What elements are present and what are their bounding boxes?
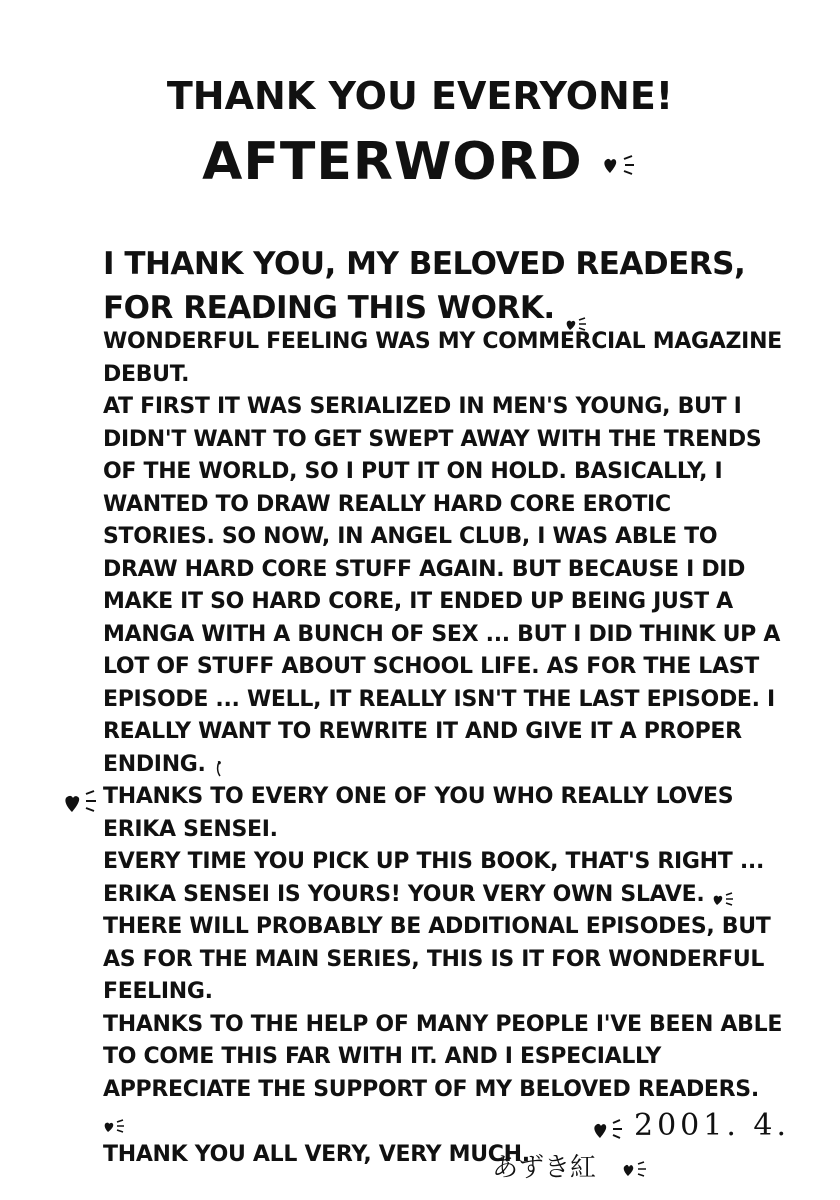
paragraph-debut: WONDERFUL FEELING WAS MY COMMERCIAL MAGAZINE DEBUT.: [103, 329, 782, 387]
heart-icon: [622, 1158, 650, 1180]
heart-icon: [62, 786, 100, 816]
intro-line-1: I THANK YOU, MY BELOVED READERS,: [103, 246, 746, 282]
droplet-icon: [213, 756, 237, 774]
paragraph-closing: THANK YOU ALL VERY, VERY MUCH.: [103, 1141, 530, 1167]
heart-icon: [592, 1116, 628, 1142]
heart-icon: [712, 886, 736, 904]
afterword-body: [103, 326, 783, 1171]
paragraph-slave-text: EVERY TIME YOU PICK UP THIS BOOK, THAT'S RIGHT ... ERIKA SENSEI IS YOURS! YOUR VERY OWN SLAVE.: [103, 849, 765, 907]
paragraph-episodes: THERE WILL PROBABLY BE ADDITIONAL EPISODES, BUT AS FOR THE MAIN SERIES, THIS IS IT FOR WONDERFUL FEELING.: [103, 914, 771, 1004]
paragraph-appreciation-text: THANKS TO THE HELP OF MANY PEOPLE I'VE BEEN ABLE TO COME THIS FAR WITH IT. AND I ESPECIALLY APPRECIATE THE SUPPORT OF MY BELOVED READERS.: [103, 1011, 783, 1102]
paragraph-slave: [103, 846, 783, 911]
paragraph-history-text: AT FIRST IT WAS SERIALIZED IN MEN'S YOUNG, BUT I DIDN'T WANT TO GET SWEPT AWAY WITH THE TRENDS OF THE WORLD, SO I PUT IT ON HOLD. BASICALLY, I WANTED TO DRAW REALLY HARD CORE EROTIC STORIES. SO NOW, IN ANGEL CLUB, I WAS ABLE TO DRAW HARD CORE STUFF AGAIN. BUT BECAUSE I DID MAKE IT SO HARD CORE, IT ENDED UP BEING JUST A MANGA WITH A BUNCH OF SEX ... BUT I DID THINK UP A LOT OF STUFF ABOUT SCHOOL LIFE. AS FOR THE LAST EPISODE ... WELL, IT REALLY ISN'T THE LAST EPISODE. I REALLY WANT TO REWRITE IT AND GIVE IT A PROPER ENDING.: [103, 394, 781, 777]
page-subtitle: THANK YOU EVERYONE!: [166, 74, 674, 118]
intro-line-2: [103, 286, 803, 330]
heart-icon: [565, 301, 589, 319]
heart-icon: [602, 153, 638, 177]
intro-heading: [103, 242, 803, 330]
page-title-text: AFTERWORD: [202, 132, 583, 192]
author-signature: あずき紅: [492, 1153, 597, 1183]
page-title: [0, 132, 840, 192]
intro-line-2-text: FOR READING THIS WORK.: [103, 290, 555, 326]
paragraph-thanks-fans: THANKS TO EVERY ONE OF YOU WHO REALLY LOVES ERIKA SENSEI.: [103, 784, 734, 842]
signature-date: 2001. 4.: [634, 1108, 791, 1143]
heart-icon: [103, 1113, 127, 1131]
paragraph-history: [103, 391, 783, 781]
